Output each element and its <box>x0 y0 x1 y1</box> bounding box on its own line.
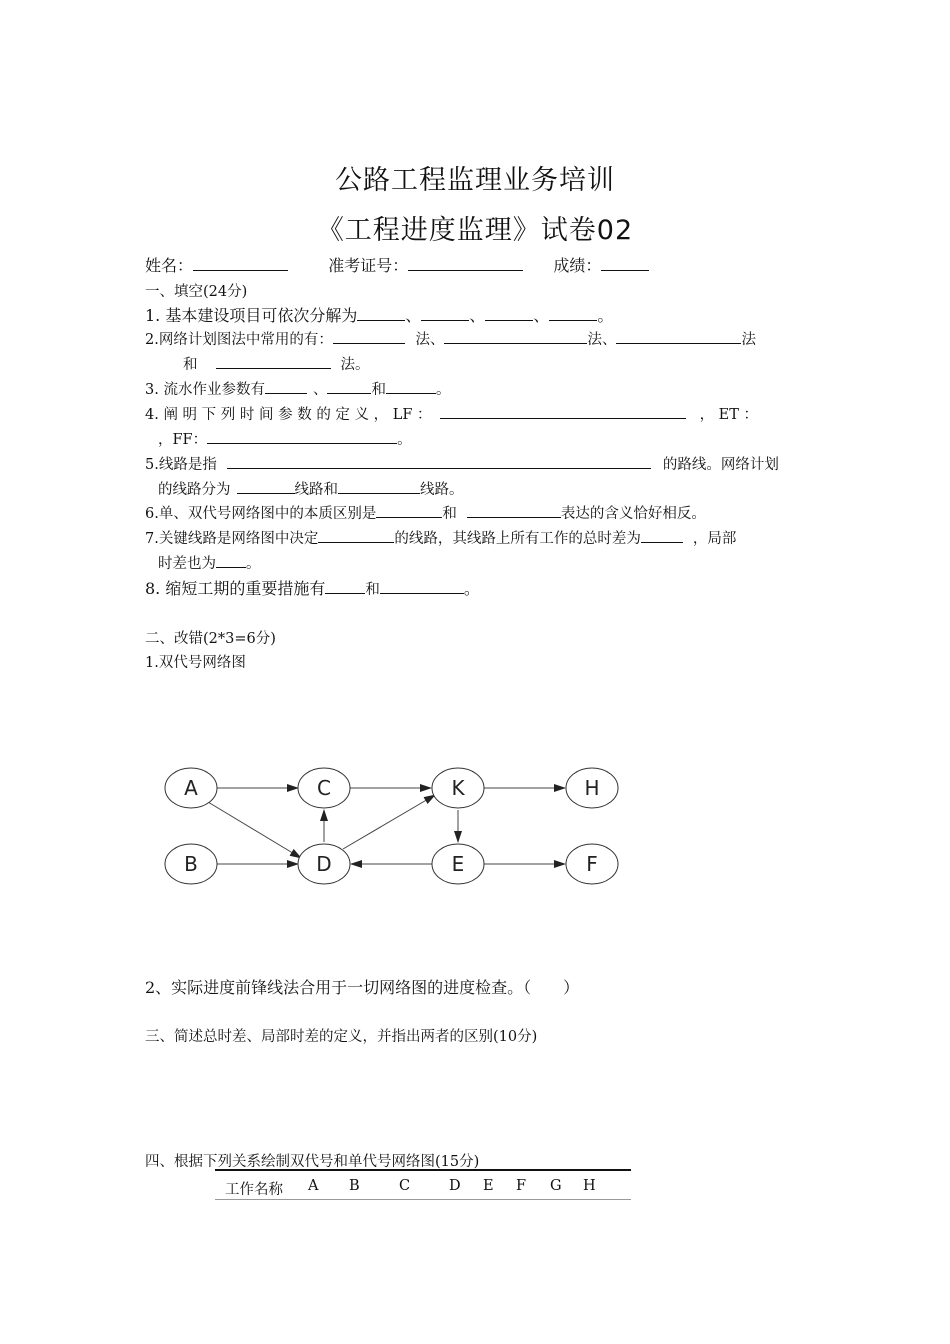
question-3 <box>145 378 450 399</box>
question-7 <box>145 527 736 548</box>
question-5 <box>145 453 779 474</box>
node-label-h: H <box>584 776 600 800</box>
document-title: 公路工程监理业务培训 <box>335 165 615 196</box>
question-1 <box>145 303 613 326</box>
question-2 <box>145 328 807 349</box>
node-label-k: K <box>451 776 465 800</box>
section1-heading: 一、填空(24分) <box>145 284 248 300</box>
q4-text: 4. 阐 明 下 列 时 间 参 数 的 定 义 ， LF ： <box>145 407 432 423</box>
network-diagram <box>150 760 640 890</box>
table-header-cell: C <box>399 1178 411 1194</box>
q8-end: 。 <box>463 579 480 598</box>
q5-text: 5.线路是指 <box>145 457 217 473</box>
node-label-e: E <box>451 852 465 876</box>
q7-line2: 。 <box>246 556 261 572</box>
blank[interactable] <box>376 505 442 518</box>
edge-d-k <box>343 795 435 849</box>
score-field[interactable] <box>601 258 649 271</box>
question-4 <box>145 403 758 424</box>
q2-he: 和 <box>183 357 198 373</box>
blank[interactable] <box>227 456 651 469</box>
blank[interactable] <box>216 356 331 369</box>
q1-sep: 、 <box>533 306 550 325</box>
question-2-cont <box>183 353 370 374</box>
q3-end: 。 <box>435 382 451 398</box>
node-label-f: F <box>586 852 598 876</box>
name-label: 姓名： <box>145 256 194 275</box>
node-label-a: A <box>184 776 198 800</box>
name-field[interactable] <box>193 258 288 271</box>
q5-line2: 线路。 <box>420 482 464 498</box>
blank[interactable] <box>467 505 561 518</box>
blank[interactable] <box>318 530 394 543</box>
q5-line2: 线路和 <box>294 482 338 498</box>
blank[interactable] <box>444 331 587 344</box>
blank[interactable] <box>641 530 683 543</box>
q5-line2: 的线路分为 <box>158 482 231 498</box>
table-header-cell: F <box>516 1178 527 1194</box>
q1-end: 。 <box>597 306 614 325</box>
question-4-cont <box>158 428 412 449</box>
blank[interactable] <box>485 308 533 321</box>
q6-text: 6.单、双代号网络图中的本质区别是 <box>145 506 377 522</box>
node-label-d: D <box>316 852 332 876</box>
q6-he: 和 <box>442 506 457 522</box>
table-header-cell: B <box>349 1178 360 1194</box>
table-header-cell: A <box>308 1178 319 1194</box>
blank[interactable] <box>237 481 295 494</box>
question-6 <box>145 502 706 523</box>
section2-q1: 1.双代号网络图 <box>145 655 246 671</box>
table-header-cell: G <box>550 1178 562 1194</box>
exam-title: 《工程进度监理》试卷02 <box>316 215 634 246</box>
blank[interactable] <box>325 581 365 594</box>
q8-text: 8. 缩短工期的重要措施有 <box>145 579 326 598</box>
node-label-b: B <box>184 852 198 876</box>
q7-mid: 的线路，其线路上所有工作的总时差为 <box>394 531 641 547</box>
q2-fa: 法 <box>741 332 756 348</box>
q5-rest: 的路线。网络计划 <box>662 457 779 473</box>
q7-end: ，局部 <box>692 531 737 547</box>
blank[interactable] <box>265 381 307 394</box>
blank[interactable] <box>549 308 597 321</box>
blank[interactable] <box>216 555 246 568</box>
id-field[interactable] <box>408 258 523 271</box>
q2-fa: 法、 <box>415 332 445 348</box>
q2-fa: 法。 <box>340 357 370 373</box>
table-header-cell: E <box>483 1178 494 1194</box>
q6-rest: 表达的含义恰好相反。 <box>560 506 706 522</box>
q3-sep: 、 <box>312 382 328 398</box>
q7-text: 7.关键线路是网络图中决定 <box>145 531 319 547</box>
q3-text: 3. 流水作业参数有 <box>145 382 265 398</box>
question-7-cont <box>158 552 261 573</box>
question-5-cont <box>158 478 464 499</box>
q7-line2: 时差也为 <box>158 556 216 572</box>
q4-ff: ，FF： <box>158 432 208 448</box>
section2-q2: 2、实际进度前锋线法合用于一切网络图的进度检查。（ ） <box>145 978 580 997</box>
id-label: 准考证号： <box>328 256 409 275</box>
q4-et: ， ET ： <box>699 407 759 423</box>
info-row <box>145 253 649 276</box>
q1-text: 1. 基本建设项目可依次分解为 <box>145 306 358 325</box>
edge-a-d <box>208 802 301 858</box>
table-header-name: 工作名称 <box>225 1182 283 1198</box>
section2-heading: 二、改错(2*3=6分) <box>145 631 276 647</box>
table-header-cell: H <box>583 1178 596 1194</box>
work-table <box>215 1169 631 1200</box>
blank[interactable] <box>421 308 469 321</box>
q3-he: 和 <box>371 382 386 398</box>
blank[interactable] <box>357 308 405 321</box>
q1-sep: 、 <box>469 306 486 325</box>
blank[interactable] <box>386 381 436 394</box>
blank[interactable] <box>616 331 741 344</box>
score-label: 成绩： <box>553 256 602 275</box>
blank[interactable] <box>440 406 686 419</box>
node-label-c: C <box>317 776 331 800</box>
blank[interactable] <box>380 581 464 594</box>
q1-sep: 、 <box>405 306 422 325</box>
q4-end: 。 <box>397 432 412 448</box>
blank[interactable] <box>327 381 371 394</box>
table-header-cell: D <box>449 1178 461 1194</box>
q8-he: 和 <box>365 582 380 598</box>
q2-fa: 法、 <box>587 332 617 348</box>
blank[interactable] <box>338 481 420 494</box>
section3-heading: 三、简述总时差、局部时差的定义，并指出两者的区别(10分) <box>145 1029 538 1045</box>
q2-text: 2.网络计划图法中常用的有： <box>145 332 333 348</box>
blank[interactable] <box>207 431 397 444</box>
question-8 <box>145 576 480 599</box>
section4-heading: 四、根据下列关系绘制双代号和单代号网络图(15分) <box>145 1154 480 1170</box>
blank[interactable] <box>333 331 405 344</box>
